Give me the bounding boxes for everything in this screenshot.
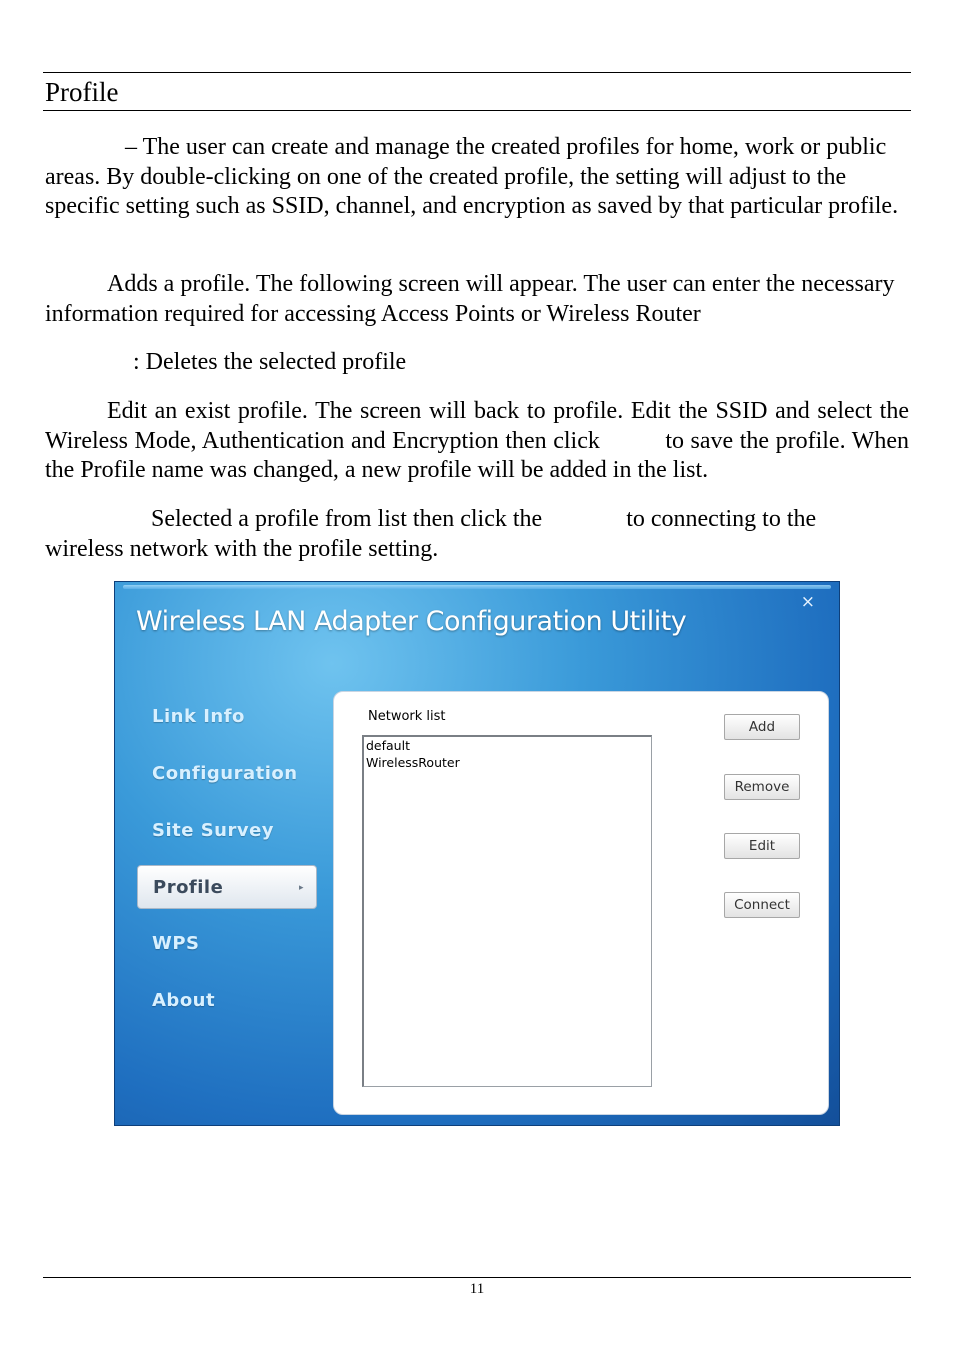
remove-button[interactable]: Remove [724, 774, 800, 800]
edit-paragraph: Edit an exist profile. The screen will back to profile. Edit the SSID and select the Wireless Mode, Authentication and Encryption then click to save the profile. When the Profile name was changed, a new profile will be added in the list. [45, 398, 915, 483]
sidebar-item-site-survey[interactable] [137, 809, 317, 853]
top-rule [43, 72, 911, 73]
page-number: 11 [469, 1281, 485, 1297]
sidebar-item-about[interactable] [137, 979, 317, 1023]
utility-screenshot [114, 581, 840, 1126]
close-icon[interactable]: × [800, 592, 815, 612]
intro-paragraph: – The user can create and manage the created profiles for home, work or public areas. By double-clicking on one of the created profile, the setting will adjust to the specific setting such as SSID, channel, and encryption as saved by that particular profile. [45, 134, 899, 219]
profile-panel [333, 691, 829, 1115]
title-rule [43, 110, 911, 111]
sidebar-item-label: Profile [153, 877, 224, 898]
section-title: Profile [45, 77, 119, 107]
connect-paragraph: Selected a profile from list then click the to connecting to the wireless network with the profile setting. [45, 506, 823, 562]
sidebar-item-label: Link Info [152, 706, 245, 727]
sidebar-item-configuration[interactable] [137, 752, 317, 796]
sidebar-item-label: Site Survey [152, 820, 275, 841]
sidebar-item-wps[interactable] [137, 922, 317, 966]
sidebar-item-profile[interactable] [137, 865, 317, 909]
sidebar-item-label: WPS [152, 933, 200, 954]
sidebar-item-label: About [152, 990, 216, 1011]
connect-button[interactable]: Connect [724, 892, 800, 918]
list-item[interactable]: WirelessRouter [366, 755, 460, 770]
add-button[interactable]: Add [724, 714, 800, 740]
network-list[interactable] [362, 735, 652, 1087]
edit-button[interactable]: Edit [724, 833, 800, 859]
app-title: Wireless LAN Adapter Configuration Utility [136, 606, 687, 637]
footer-rule [43, 1277, 911, 1278]
sidebar-item-label: Configuration [152, 763, 298, 784]
window-top-highlight [123, 585, 831, 589]
remove-paragraph: : Deletes the selected profile [133, 349, 407, 375]
network-list-label: Network list [368, 709, 446, 724]
add-paragraph: Adds a profile. The following screen will appear. The user can enter the necessary information required for accessing Access Points or Wireless Router [45, 271, 895, 327]
chevron-right-icon: ▸ [298, 883, 304, 893]
sidebar-item-link-info[interactable] [137, 695, 317, 739]
list-item[interactable]: default [366, 738, 410, 753]
